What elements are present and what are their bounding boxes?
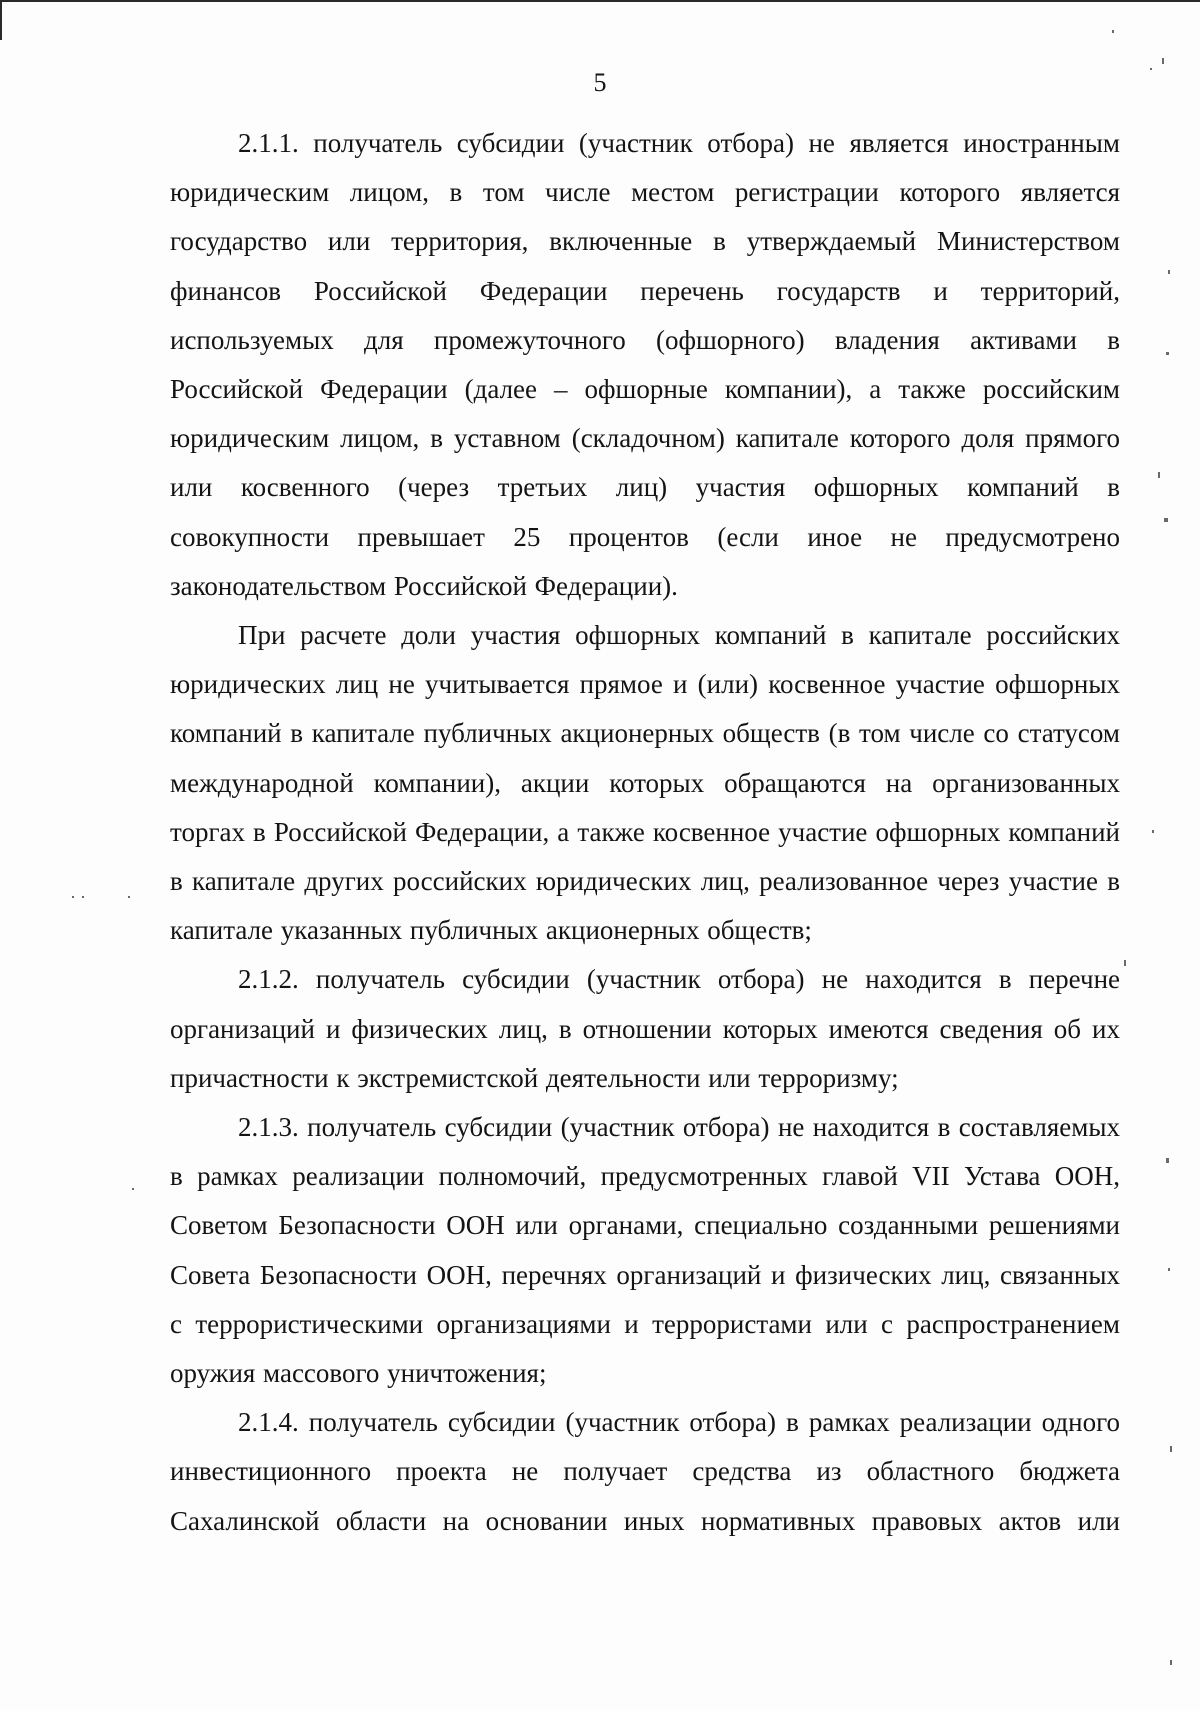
- scan-speck: [132, 1188, 134, 1190]
- body-text: [170, 119, 1120, 1546]
- paragraph-2-1-1: 2.1.1. получатель субсидии (участник отбора) не является иностранным юридическим лицом, в том числе местом регистрации которого является государство или территория, включенные в утверждаемый Министерством финансов Российской Федерации перечень государств и территорий, используемых для промежуточного (офшорного) владения активами в Российской Федерации (далее – офшорные компании), а также российским юридическим лицом, в уставном (складочном) капитале которого доля прямого или косвенного (через третьих лиц) участия офшорных компаний в совокупности превышает 25 процентов (если иное не предусмотрено законодательством Российской Федерации).: [170, 128, 1120, 601]
- paragraph-2-1-3: 2.1.3. получатель субсидии (участник отбора) не находится в составляемых в рамках реализации полномочий, предусмотренных главой VII Устава ООН, Советом Безопасности ООН или органами, специально созданными решениями Совета Безопасности ООН, перечнях организаций и физических лиц, связанных с террористическими организациями и террористами или с распространением оружия массового уничтожения;: [170, 1112, 1120, 1389]
- scan-speck: [1168, 1268, 1170, 1271]
- scan-speck: [128, 896, 130, 898]
- scan-speck: [1124, 960, 1126, 966]
- scan-speck: [1164, 518, 1168, 522]
- scan-speck: [1150, 68, 1152, 70]
- paragraph-2-1-2: 2.1.2. получатель субсидии (участник отбора) не находится в перечне организаций и физических лиц, в отношении которых имеются сведения об их причастности к экстремистской деятельности или терроризму;: [170, 964, 1120, 1093]
- scan-speck: [1158, 472, 1160, 478]
- scan-speck: [1170, 1446, 1172, 1452]
- scan-speck: [1112, 30, 1114, 33]
- scan-speck: [1152, 830, 1154, 833]
- scan-speck: [1166, 352, 1169, 355]
- scan-speck: [1166, 1158, 1169, 1163]
- paragraph-offshore-calculation: При расчете доли участия офшорных компаний в капитале российских юридических лиц не учитывается прямое и (или) косвенное участие офшорных компаний в капитале публичных акционерных обществ (в том числе со статусом международной компании), акции которых обращаются на организованных торгах в Российской Федерации, а также косвенное участие офшорных компаний в капитале других российских юридических лиц, реализованное через участие в капитале указанных публичных акционерных обществ;: [170, 620, 1120, 946]
- scan-speck: [1170, 1660, 1172, 1665]
- scan-left-edge: [0, 0, 2, 40]
- scan-speck: [1162, 58, 1164, 64]
- scan-speck: [1168, 270, 1170, 274]
- page-number: 5: [593, 68, 607, 97]
- paragraph-2-1-4: 2.1.4. получатель субсидии (участник отбора) в рамках реализации одного инвестиционного проекта не получает средства из областного бюджета Сахалинской области на основании иных нормативных правовых актов или: [170, 1407, 1120, 1536]
- scan-speck: [82, 896, 84, 898]
- scan-speck: [72, 896, 74, 898]
- scan-top-edge: [0, 0, 1200, 2]
